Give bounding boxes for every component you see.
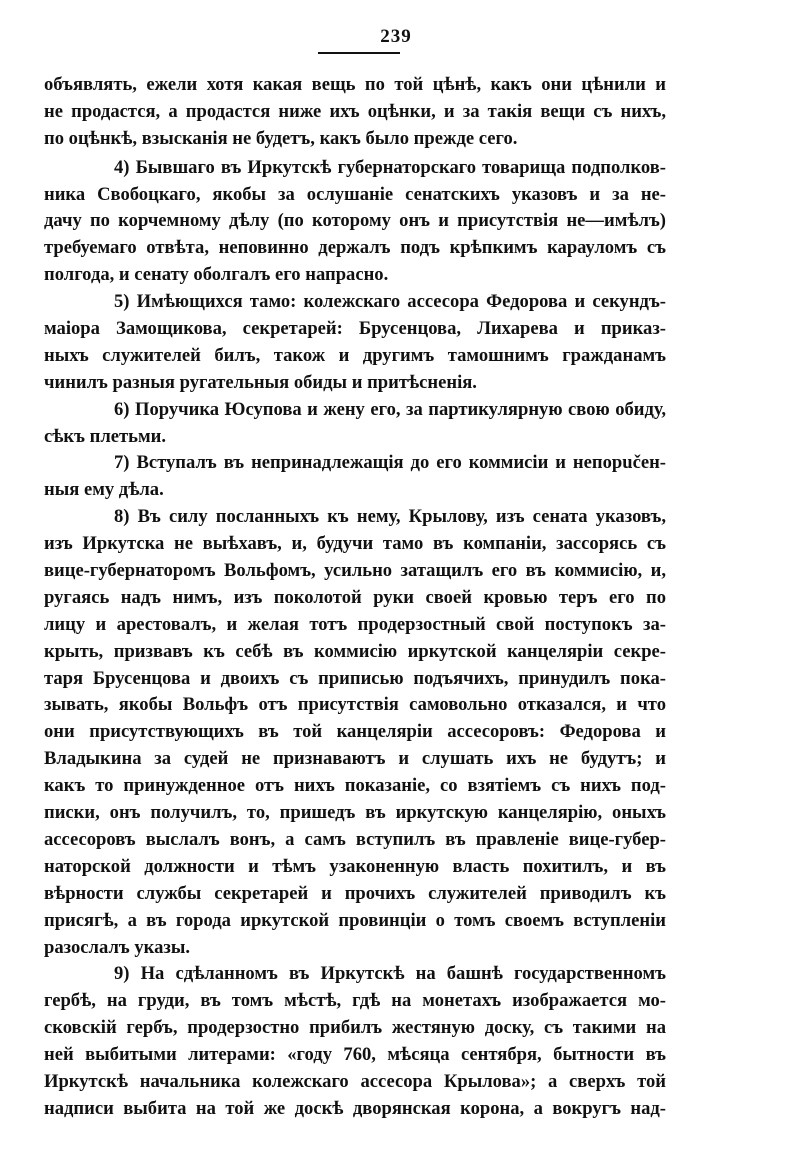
text-line: ассесоровъ выслалъ вонъ, а самъ вступилъ въ правленіе вице-губер-	[44, 828, 666, 850]
text-line: 7) Вступалъ въ непринадлежащія до его коммисіи и непорučен-	[114, 452, 666, 474]
text-line: 4) Бывшаго въ Иркутскѣ губернаторскаго товарища подполков-	[114, 156, 666, 178]
text-line: ругаясь надъ нимъ, изъ поколотой руки своей кровью теръ его по	[44, 586, 666, 608]
body-text	[44, 72, 666, 1123]
paragraph-item-6	[44, 397, 666, 451]
paragraph-item-9	[44, 961, 666, 1122]
text-line: объявлять, ежели хотя какая вещь по той цѣнѣ, какъ они цѣнили и	[44, 74, 666, 95]
page-number-rule	[318, 52, 400, 54]
text-line: чинилъ разныя ругательныя обиды и притѣсненія.	[44, 371, 477, 393]
text-line: полгода, и сенату оболгалъ его напрасно.	[44, 264, 389, 286]
text-line: сковскій гербъ, продерзостно прибилъ жестяную доску, съ такими на	[44, 1017, 666, 1039]
text-line: Владыкина за судей не признаваютъ и слушать ихъ не будутъ; и	[44, 748, 666, 770]
paragraph-item-4	[44, 155, 666, 289]
text-line: по оцѣнкѣ, взысканія не будетъ, какъ было прежде сего.	[44, 127, 518, 149]
text-line: гербѣ, на груди, въ томъ мѣстѣ, гдѣ на монетахъ изображается мо-	[44, 990, 666, 1012]
text-line: Иркутскѣ начальника колежскаго ассесора Крылова»; а сверхъ той	[44, 1070, 666, 1092]
paragraph-item-5	[44, 289, 666, 397]
text-line: дачу по корчемному дѣлу (по которому онъ и присутствія не—имѣлъ)	[44, 210, 666, 232]
text-line: разослалъ указы.	[44, 936, 191, 958]
text-line: сѣкъ плетьми.	[44, 425, 167, 447]
text-line: вѣрности службы секретарей и прочихъ служителей приводилъ къ	[44, 882, 666, 904]
text-line: 5) Имѣющихся тамо: колежскаго ассесора Федорова и секундъ-	[114, 291, 666, 313]
text-line: зывать, якобы Вольфъ отъ присутствія самовольно отказался, и что	[44, 694, 666, 716]
text-line: наторской должности и тѣмъ узаконенную власть похитилъ, и въ	[44, 855, 666, 877]
text-line: 9) На сдѣланномъ въ Иркутскѣ на башнѣ государственномъ	[114, 963, 666, 985]
text-line: лицу и арестовалъ, и желая тотъ продерзостный свой поступокъ за-	[44, 613, 666, 635]
paragraph-item-7	[44, 450, 666, 504]
text-line: маіора Замощикова, секретарей: Брусенцова, Лихарева и приказ-	[44, 318, 666, 340]
text-line: какъ то принужденное отъ нихъ показаніе, со взятіемъ съ нихъ под-	[44, 775, 666, 797]
text-line: крыть, призвавъ къ себѣ въ коммисію иркутской канцеляріи секре-	[44, 640, 666, 662]
paragraph-continuation	[44, 72, 666, 153]
text-line: вице-губернаторомъ Вольфомъ, усильно затащилъ его въ коммисію, и,	[44, 560, 666, 582]
text-line: 6) Поручика Юсупова и жену его, за партикулярную свою обиду,	[114, 398, 666, 420]
text-line: требуемаго отвѣта, неповинно держалъ подъ крѣпкимъ карауломъ съ	[44, 237, 666, 259]
page-number: 239	[380, 26, 412, 47]
text-line: писки, онъ получилъ, то, пришедъ въ иркутскую канцелярію, оныхъ	[44, 802, 666, 824]
text-line: изъ Иркутска не выѣхавъ, и, будучи тамо въ компаніи, зассорясь съ	[44, 533, 666, 555]
text-line: они присутствующихъ въ той канцеляріи ассесоровъ: Федорова и	[44, 721, 666, 743]
text-line: ней выбитыми литерами: «году 760, мѣсяца сентября, бытности въ	[44, 1044, 666, 1066]
text-line: ныхъ служителей билъ, також и другимъ тамошнимъ гражданамъ	[44, 344, 666, 366]
text-line: присягѣ, а въ города иркутской провинціи о томъ своемъ вступленіи	[44, 909, 666, 931]
text-line: надписи выбита на той же доскѣ дворянская корона, а вокругъ над-	[44, 1097, 666, 1119]
text-line: ныя ему дѣла.	[44, 479, 164, 501]
text-line: ника Свобоцкаго, якобы за ослушаніе сенатскихъ указовъ и за не-	[44, 183, 666, 205]
text-line: не продастся, а продастся ниже ихъ оцѣнки, и за такія вещи съ нихъ,	[44, 100, 666, 122]
paragraph-item-8	[44, 504, 666, 961]
text-line: таря Брусенцова и двоихъ съ приписью подъячихъ, принудилъ пока-	[44, 667, 666, 689]
text-line: 8) Въ силу посланныхъ къ нему, Крылову, изъ сената указовъ,	[114, 506, 666, 528]
